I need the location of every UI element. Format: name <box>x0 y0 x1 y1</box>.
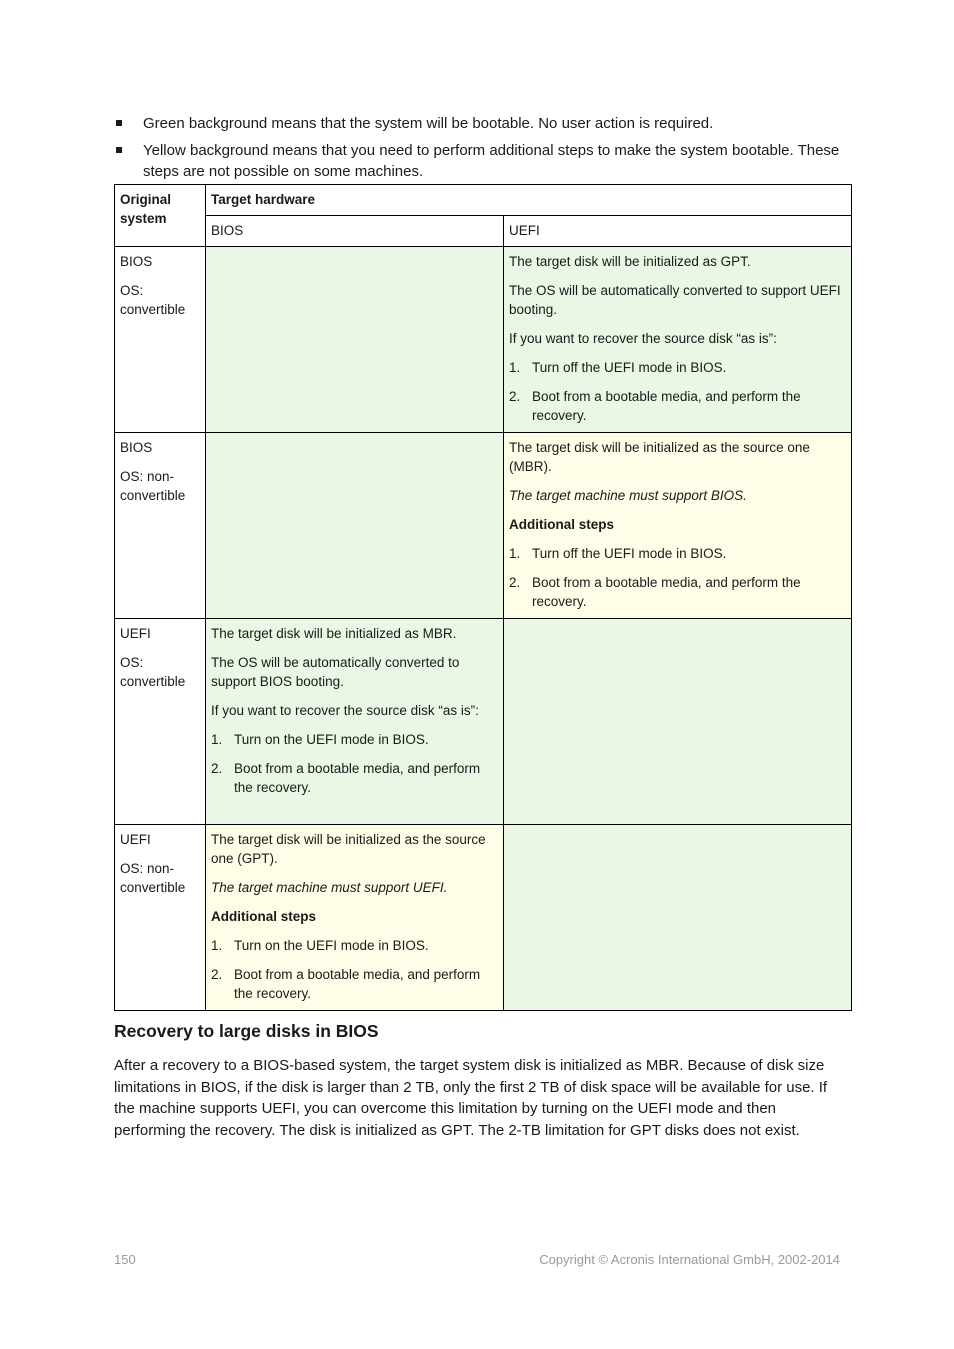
row-head-bios-nonconvertible <box>115 433 206 619</box>
steps-list <box>211 936 498 1003</box>
step-item <box>509 544 846 563</box>
cell-uefi-to-uefi <box>504 825 852 1011</box>
section-body: After a recovery to a BIOS-based system, the target system disk is initialized as MBR. Because of disk size limitations in BIOS, if the disk is larger than 2 TB, only the first 2 TB of disk space will be available for use. If the machine supports UEFI, you can overcome this limitation by turning on the UEFI mode and then performing the recovery. The disk is initialized as GPT. The 2-TB limitation for GPT disks does not exist. <box>114 1057 828 1139</box>
cell-text: The OS will be automatically converted to support UEFI booting. <box>509 283 841 317</box>
cell-bios-to-uefi <box>504 433 852 619</box>
step-number: 2. <box>211 761 223 776</box>
os-type-label: OS: convertible <box>120 655 186 689</box>
cell-text: The target disk will be initialized as the source one (GPT). <box>211 832 486 866</box>
step-text: Turn on the UEFI mode in BIOS. <box>234 938 429 953</box>
cell-note: The target machine must support UEFI. <box>211 880 448 895</box>
step-number: 1. <box>211 732 223 747</box>
row-head-uefi-nonconvertible <box>115 825 206 1011</box>
steps-heading: Additional steps <box>509 517 615 532</box>
copyright-notice: Copyright © Acronis International GmbH, 2002-2014 <box>539 1252 840 1267</box>
column-header-uefi: UEFI <box>504 216 852 247</box>
original-system-label: BIOS <box>120 440 153 455</box>
step-number: 2. <box>509 575 521 590</box>
header-target-hardware: Target hardware <box>206 185 852 216</box>
step-number: 2. <box>509 389 521 404</box>
step-text: Boot from a bootable media, and perform the recovery. <box>234 967 481 1001</box>
steps-heading: Additional steps <box>211 909 317 924</box>
steps-list <box>509 358 846 425</box>
cell-text: The target disk will be initialized as MBR. <box>211 626 457 641</box>
legend-bullet-list <box>114 113 854 188</box>
step-item <box>509 573 846 611</box>
cell-uefi-to-bios <box>206 619 504 825</box>
step-item <box>509 358 846 377</box>
cell-text: The OS will be automatically converted to support BIOS booting. <box>211 655 460 689</box>
step-text: Turn off the UEFI mode in BIOS. <box>532 546 727 561</box>
legend-text-yellow: Yellow background means that you need to perform additional steps to make the system bootable. These steps are not possible on some machines. <box>143 142 840 180</box>
boot-compatibility-table <box>114 184 852 1011</box>
cell-bios-to-bios <box>206 433 504 619</box>
cell-uefi-to-uefi <box>504 619 852 825</box>
cell-bios-to-uefi <box>504 247 852 433</box>
original-system-label: UEFI <box>120 832 151 847</box>
column-header-bios: BIOS <box>206 216 504 247</box>
bullet-square-icon <box>116 120 122 126</box>
os-type-label: OS: non-convertible <box>120 861 186 895</box>
legend-bullet-green <box>114 113 854 134</box>
step-text: Boot from a bootable media, and perform the recovery. <box>532 389 801 423</box>
step-text: Turn on the UEFI mode in BIOS. <box>234 732 429 747</box>
cell-text: The target disk will be initialized as the source one (MBR). <box>509 440 810 474</box>
os-type-label: OS: convertible <box>120 283 186 317</box>
step-number: 1. <box>211 938 223 953</box>
step-item <box>211 730 498 749</box>
cell-text: The target disk will be initialized as GPT. <box>509 254 751 269</box>
cell-uefi-to-bios <box>206 825 504 1011</box>
step-text: Boot from a bootable media, and perform the recovery. <box>234 761 481 795</box>
steps-list <box>509 544 846 611</box>
steps-list <box>211 730 498 797</box>
step-number: 1. <box>509 546 521 561</box>
step-item <box>211 759 498 797</box>
cell-text: If you want to recover the source disk “as is”: <box>211 703 479 718</box>
page-number: 150 <box>114 1252 136 1267</box>
row-head-bios-convertible <box>115 247 206 433</box>
step-number: 1. <box>509 360 521 375</box>
original-system-label: UEFI <box>120 626 151 641</box>
row-head-uefi-convertible <box>115 619 206 825</box>
step-text: Boot from a bootable media, and perform the recovery. <box>532 575 801 609</box>
step-number: 2. <box>211 967 223 982</box>
step-item <box>509 387 846 425</box>
cell-bios-to-bios <box>206 247 504 433</box>
original-system-label: BIOS <box>120 254 153 269</box>
step-text: Turn off the UEFI mode in BIOS. <box>532 360 727 375</box>
section-title: Recovery to large disks in BIOS <box>114 1021 379 1041</box>
step-item <box>211 965 498 1003</box>
header-original-system: Original system <box>115 185 206 247</box>
legend-bullet-yellow <box>114 140 854 182</box>
cell-note: The target machine must support BIOS. <box>509 488 747 503</box>
bullet-square-icon <box>116 147 122 153</box>
step-item <box>211 936 498 955</box>
os-type-label: OS: non-convertible <box>120 469 186 503</box>
cell-text: If you want to recover the source disk “as is”: <box>509 331 777 346</box>
legend-text-green: Green background means that the system will be bootable. No user action is required. <box>143 115 714 132</box>
